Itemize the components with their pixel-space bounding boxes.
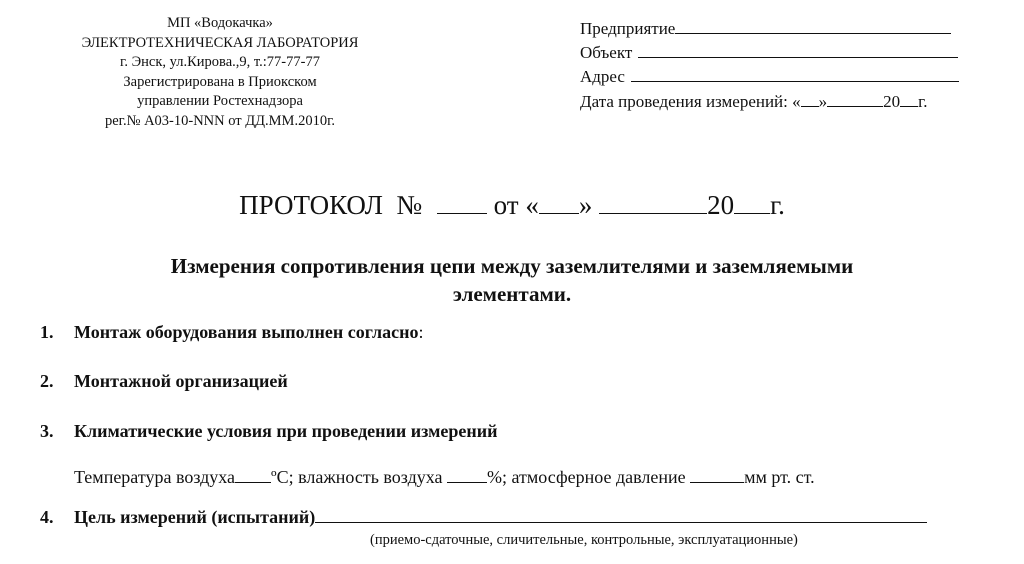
item-text: Цель измерений (испытаний): [74, 507, 316, 527]
item-number: 1.: [40, 322, 54, 342]
item-number: 3.: [40, 421, 54, 441]
protocol-month-blank[interactable]: [599, 191, 707, 214]
item-number: 2.: [40, 371, 54, 391]
temperature-label: Температура воздуха: [74, 467, 236, 487]
item-tail: :: [418, 322, 424, 342]
protocol-day-blank[interactable]: [539, 191, 579, 214]
humidity-blank[interactable]: [447, 466, 487, 483]
item-text: Монтаж оборудования выполнен согласно: [74, 322, 419, 342]
month-blank[interactable]: [827, 90, 883, 107]
lab-address: г. Энск, ул.Кирова.,9, т.:77-77-77: [120, 54, 320, 70]
enterprise-label: Предприятие: [580, 19, 676, 38]
enterprise-field: [580, 17, 951, 40]
date-open-quote: «: [792, 92, 801, 111]
item-purpose: [40, 506, 927, 528]
purpose-blank[interactable]: [315, 506, 927, 523]
address-field: [580, 65, 959, 88]
subtitle-line-2: элементами.: [452, 282, 572, 306]
lab-info-block: [20, 14, 420, 131]
protocol-subtitle: [40, 252, 984, 308]
protocol-close-quote: »: [578, 190, 593, 220]
item-text: Монтажной организацией: [74, 371, 288, 391]
year-blank[interactable]: [900, 90, 918, 107]
item-climate: [40, 421, 497, 442]
object-label: Объект: [580, 43, 633, 62]
protocol-label: ПРОТОКОЛ: [239, 190, 383, 220]
item-installer: [40, 371, 288, 392]
protocol-title: [0, 190, 1024, 221]
date-label: Дата проведения измерений:: [580, 92, 788, 111]
day-blank[interactable]: [801, 90, 819, 107]
protocol-number-sign: №: [396, 190, 423, 220]
temperature-unit: ºС; влажность воздуха: [271, 467, 443, 487]
date-year-prefix: 20: [883, 92, 901, 111]
item-installation: [40, 322, 423, 343]
protocol-year-blank[interactable]: [734, 191, 770, 214]
measurement-date-field: [580, 90, 927, 113]
item-number: 4.: [40, 507, 54, 527]
protocol-date-from: от «: [493, 190, 539, 220]
climate-conditions-line: [74, 466, 815, 488]
date-close-quote: »: [818, 92, 828, 111]
protocol-year-prefix: 20: [707, 190, 735, 220]
item-text: Климатические условия при проведении измерений: [74, 421, 498, 441]
pressure-blank[interactable]: [690, 466, 744, 483]
humidity-unit: %; атмосферное давление: [487, 467, 686, 487]
date-year-suffix: г.: [918, 92, 928, 111]
lab-name: ЭЛЕКТРОТЕХНИЧЕСКАЯ ЛАБОРАТОРИЯ: [81, 34, 359, 51]
protocol-year-suffix: г.: [770, 190, 785, 220]
object-field: [580, 41, 958, 64]
pressure-unit: мм рт. ст.: [744, 467, 815, 487]
purpose-hint: (приемо-сдаточные, сличительные, контрольные, эксплуатационные): [370, 532, 798, 548]
address-label: Адрес: [580, 67, 625, 86]
registration-line-2: управлении Ростехнадзора: [137, 93, 303, 109]
org-name: МП «Водокачка»: [167, 15, 273, 31]
subtitle-line-1: Измерения сопротивления цепи между заземлителями и заземляемыми: [170, 254, 854, 278]
address-blank[interactable]: [631, 65, 959, 82]
object-blank[interactable]: [638, 41, 958, 58]
protocol-number-blank[interactable]: [437, 191, 487, 214]
temperature-blank[interactable]: [235, 466, 271, 483]
registration-line-1: Зарегистрирована в Приокском: [123, 73, 317, 90]
enterprise-blank[interactable]: [675, 17, 951, 34]
registration-number: рег.№ А03-10-NNN от ДД.ММ.2010г.: [104, 112, 336, 129]
